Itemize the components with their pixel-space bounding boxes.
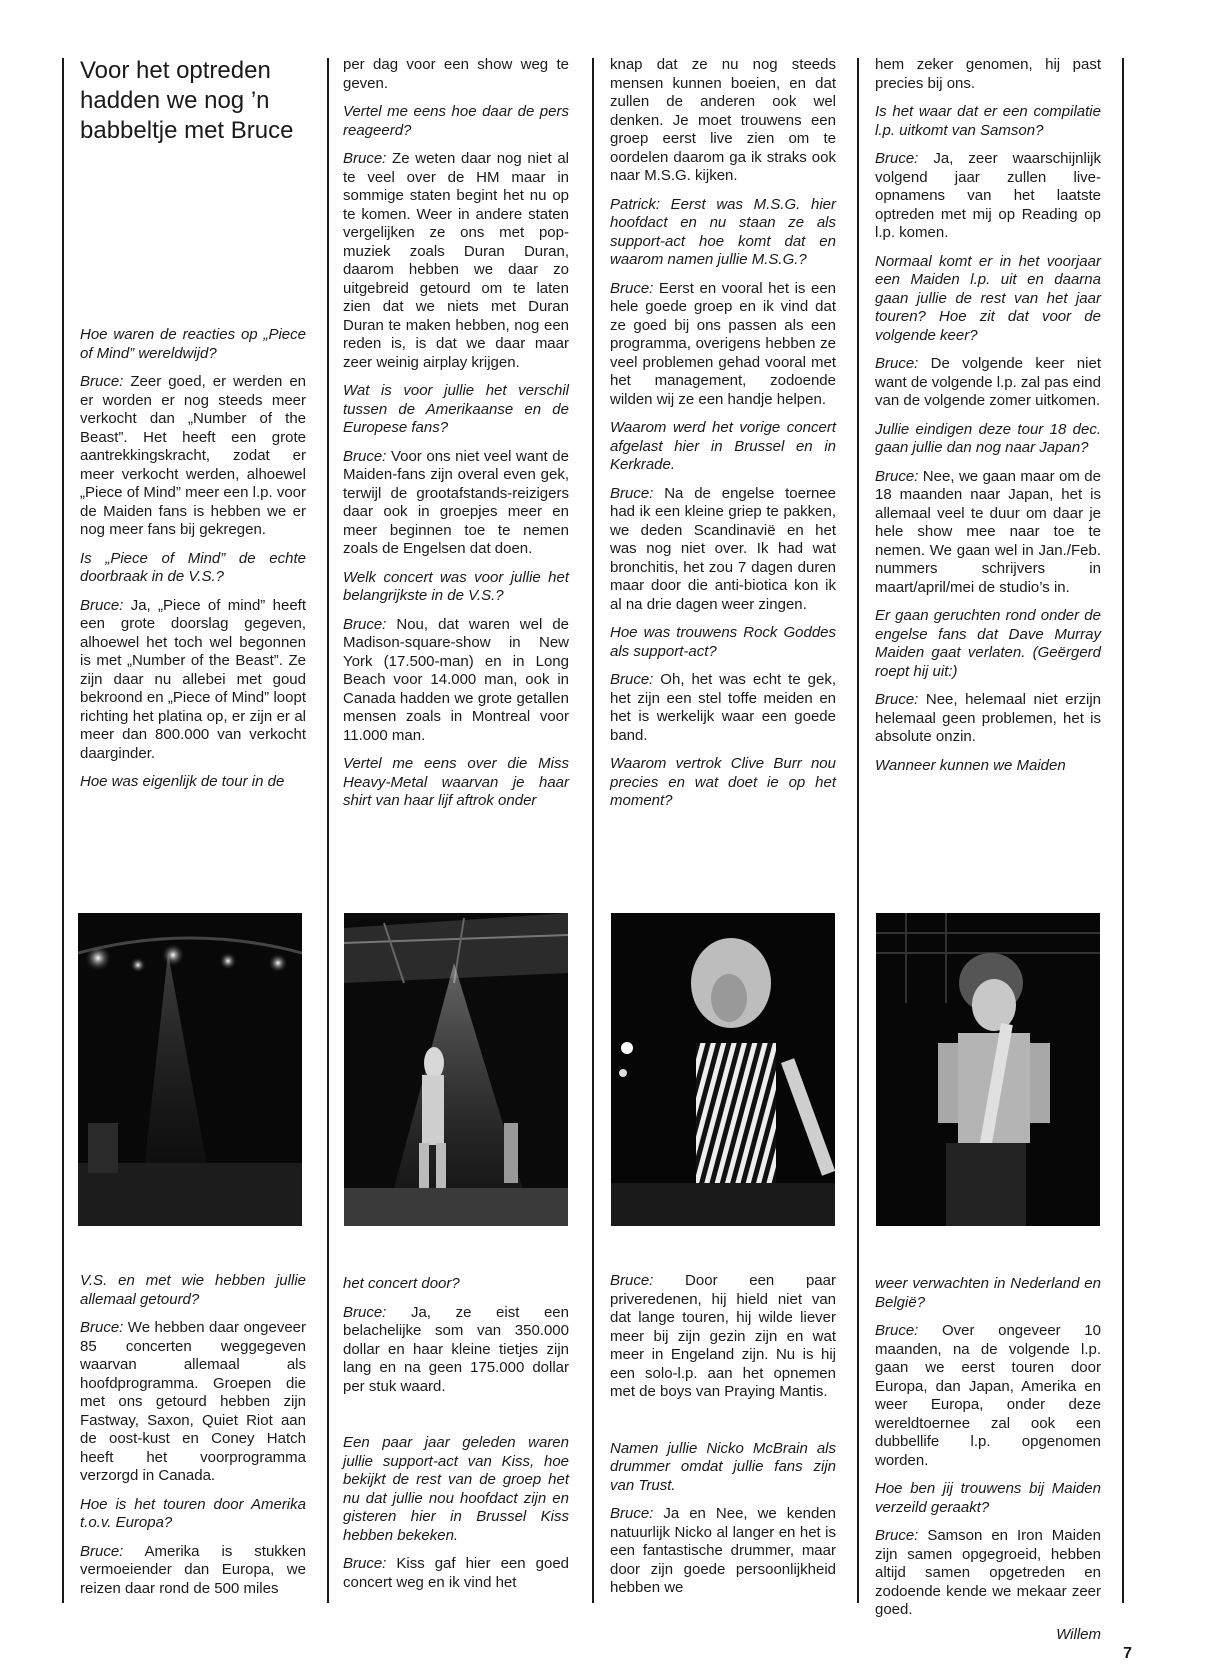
question-paragraph: Vertel me eens over die Miss Heavy-Metal waarvan je haar shirt van haar lijf aftrok onder bbox=[343, 755, 569, 809]
answer-text: Oh, het was echt te gek, het zijn een stel toffe meiden en het is werkelijk waar een goede band. bbox=[610, 671, 836, 744]
text-paragraph: per dag voor een show weg te geven. bbox=[343, 56, 569, 92]
question-paragraph: Wanneer kunnen we Maiden bbox=[875, 756, 1066, 774]
column-rule bbox=[62, 58, 64, 1603]
spacer bbox=[610, 1412, 836, 1430]
concert-photo-4 bbox=[876, 913, 1100, 1226]
answer-text: Nee, helemaal niet erzijn helemaal geen problemen, het is absolute onzin. bbox=[875, 691, 1101, 745]
concert-photo-3 bbox=[611, 913, 835, 1226]
article-column-3-top bbox=[610, 56, 836, 821]
article-column-2-bottom bbox=[343, 1275, 569, 1602]
answer-text: Ja, „Piece of mind” heeft een grote doorslag gegeven, alhoewel het toch wel begonnen is met „Number of the Beast”. Ze zijn daar nu allebei met goud bekroond en „Piece of Mind” loopt richting het platina op, er zijn er al meer dan 800.000 van verkocht daarginder. bbox=[80, 596, 306, 762]
answer-text: Ja, ze eist een belachelijke som van 350.000 dollar en haar kleine tietjes zijn lang en na geen 175.000 dollar per stuk waard. bbox=[343, 1303, 569, 1395]
answer-text: Nee, we gaan maar om de 18 maanden naar Japan, het is allemaal veel te duur om daar je hele show mee naar toe te nemen. We gaan wel in Jan./Feb. nummers schrijvers in maart/april/mei de studio’s in. bbox=[875, 467, 1101, 596]
question-paragraph: V.S. en met wie hebben jullie allemaal getourd? bbox=[80, 1272, 306, 1308]
answer-text: Ja, zeer waarschijnlijk volgend jaar zullen live-opnamens van het laatste optreden met mij op Reading op l.p. komen. bbox=[875, 150, 1101, 241]
speaker-label: Bruce: bbox=[610, 484, 654, 502]
headline: Voor het optreden hadden we nog ’n babbeltje met Bruce bbox=[80, 57, 294, 144]
question-paragraph: weer verwachten in Nederland en België? bbox=[875, 1275, 1101, 1311]
question-paragraph: Patrick: Eerst was M.S.G. hier hoofdact en nu staan ze als support-act hoe komt dat en waarom namen jullie M.S.G.? bbox=[610, 195, 836, 268]
question-paragraph: Vertel me eens hoe daar de pers reageerd? bbox=[343, 103, 569, 139]
answer-text: Kiss gaf hier een goed concert weg en ik vind het bbox=[343, 1555, 569, 1591]
question-paragraph: Hoe is het touren door Amerika t.o.v. Europa? bbox=[80, 1495, 306, 1531]
speaker-label: Bruce: bbox=[80, 1542, 124, 1560]
answer-text: Ja en Nee, we kenden natuurlijk Nicko al langer en het is een fantastische drummer, maar door zijn goede persoonlijkheid hebben we bbox=[610, 1505, 836, 1596]
column-body bbox=[875, 56, 1101, 775]
question-paragraph: Is „Piece of Mind” de echte doorbraak in de V.S.? bbox=[80, 549, 306, 585]
question-paragraph: het concert door? bbox=[343, 1275, 460, 1292]
concert-photo-1 bbox=[78, 913, 302, 1226]
column-body bbox=[875, 1275, 1101, 1620]
bassist-image bbox=[876, 913, 1100, 1226]
question-paragraph: Waarom vertrok Clive Burr nou precies en wat doet ie op het moment? bbox=[610, 755, 836, 809]
column-body bbox=[610, 1272, 836, 1598]
speaker-label: Bruce: bbox=[80, 596, 124, 614]
speaker-label: Bruce: bbox=[610, 671, 654, 688]
question-paragraph: Hoe was eigenlijk de tour in de bbox=[80, 773, 285, 790]
question-paragraph: Waarom werd het vorige concert afgelast hier in Brussel en in Kerkrade. bbox=[610, 419, 836, 473]
answer-text: Ze weten daar nog niet al te veel over de HM maar in sommige staten begint het nu op te komen. Weer in andere staten vergelijken ze ons met pop-muziek zoals Duran Duran, daarom hebben we daar zo uitgebreid getourd om te laten zien dat we niets met Duran Duran te maken hebben, nog een reden is, is dat we daar maar zeer weinig airplay krijgen. bbox=[343, 150, 569, 371]
text-paragraph: knap dat ze nu nog steeds mensen kunnen boeien, en dat zullen de anderen ook wel denken. Je moet trouwens een groep eerst live zien om te oordelen daarom ga ik straks ook naar M.S.G. kijken. bbox=[610, 56, 836, 184]
speaker-label: Bruce: bbox=[343, 1555, 387, 1572]
speaker-label: Bruce: bbox=[875, 467, 919, 485]
column-body bbox=[80, 326, 306, 792]
answer-paragraph bbox=[875, 691, 1101, 747]
answer-paragraph bbox=[343, 1555, 569, 1592]
article-column-1-bottom bbox=[80, 1272, 306, 1608]
question-paragraph: Normaal komt er in het voorjaar een Maiden l.p. uit en daarna gaan jullie de rest van het jaar touren? Hoe zit dat voor de volgende keer? bbox=[875, 252, 1101, 344]
column-rule bbox=[592, 58, 594, 1603]
speaker-label: Bruce: bbox=[343, 1303, 387, 1321]
question-paragraph: Een paar jaar geleden waren jullie support-act van Kiss, hoe bekijkt de rest van de groep het nu dat jullie nou hoofdact zijn en gisteren hier in Brussel Kiss hebben bekeken. bbox=[343, 1434, 569, 1544]
article-column-3-bottom bbox=[610, 1272, 836, 1608]
question-paragraph: Hoe waren de reacties op „Piece of Mind” wereldwijd? bbox=[80, 326, 306, 362]
answer-text: Door een paar priveredenen, hij hield niet van dat lange touren, hij wilde liever meer bij zijn gezin zijn en wat meer in Engeland zijn. Nu is hij een solo-l.p. aan het opnemen met de boys van Praying Mantis. bbox=[610, 1272, 836, 1400]
column-rule bbox=[1122, 58, 1124, 1603]
answer-text: Nou, dat waren wel de Madison-square-show in New York (17.500-man) en in Long Beach voor 14.000 man, ook in Canada hadden we grote getallen mensen zoals in Montreal voor 11.000 man. bbox=[343, 615, 569, 744]
answer-paragraph bbox=[875, 355, 1101, 411]
text-paragraph: hem zeker genomen, hij past precies bij ons. bbox=[875, 56, 1101, 92]
speaker-label: Bruce: bbox=[875, 150, 919, 167]
speaker-label: Bruce: bbox=[343, 150, 387, 167]
page-number: 7 bbox=[1123, 1645, 1132, 1662]
stage-lights-image bbox=[78, 913, 302, 1226]
speaker-label: Bruce: bbox=[80, 373, 124, 390]
column-body bbox=[343, 1275, 569, 1592]
answer-paragraph bbox=[610, 485, 836, 615]
speaker-label: Bruce: bbox=[875, 355, 919, 372]
column-rule bbox=[857, 58, 859, 1603]
answer-paragraph bbox=[343, 616, 569, 746]
question-paragraph: Wat is voor jullie het verschil tussen de Amerikaanse en de Europese fans? bbox=[343, 382, 569, 436]
spacer bbox=[343, 1406, 569, 1424]
article-column-1-top bbox=[80, 56, 306, 802]
answer-text: De volgende keer niet want de volgende l.p. zal pas eind van de volgende zomer uitkomen. bbox=[875, 355, 1101, 409]
question-paragraph: Hoe ben jij trouwens bij Maiden verzeild geraakt? bbox=[875, 1480, 1101, 1516]
answer-text: Amerika is stukken vermoeiender dan Europa, we reizen daar rond de 500 miles bbox=[80, 1542, 306, 1597]
question-paragraph: Jullie eindigen deze tour 18 dec. gaan jullie dan nog naar Japan? bbox=[875, 420, 1101, 456]
answer-paragraph bbox=[80, 1319, 306, 1486]
answer-paragraph bbox=[875, 1322, 1101, 1470]
article-column-4-top bbox=[875, 56, 1101, 785]
speaker-label: Bruce: bbox=[875, 691, 919, 708]
question-paragraph: Hoe was trouwens Rock Goddes als support-act? bbox=[610, 624, 836, 660]
answer-paragraph bbox=[80, 597, 306, 764]
article-column-2-top bbox=[343, 56, 569, 821]
answer-text: Na de engelse toernee had ik een kleine griep te pakken, we deden Scandinavië en het was nog niet over. Ik had wat bronchitis, het zou 7 dagen duren maar door die anti-biotica kon ik al na drie dagen weer zingen. bbox=[610, 484, 836, 613]
speaker-label: Bruce: bbox=[610, 1505, 654, 1522]
speaker-label: Bruce: bbox=[80, 1319, 124, 1336]
answer-paragraph bbox=[343, 150, 569, 372]
speaker-label: Bruce: bbox=[610, 279, 654, 297]
speaker-label: Bruce: bbox=[343, 615, 387, 633]
answer-text: Eerst en vooral het is een hele goede groep en ik vind dat ze goed bij ons passen als een programma, overigens hebben ze veel problemen gehad vooral met het management, zodoende wilden wij ze een handje helpen. bbox=[610, 279, 836, 408]
answer-text: Over ongeveer 10 maanden, na de volgende l.p. gaan we eerst touren door Europa, dan Japan, Amerika en weer Europa, onder deze wereldtoernee zal ook een dubbellife l.p. opgenomen worden. bbox=[875, 1322, 1101, 1469]
speaker-label: Bruce: bbox=[875, 1322, 919, 1339]
question-paragraph: Er gaan geruchten rond onder de engelse fans dat Dave Murray Maiden gaat verlaten. (Geërgerd roept hij uit:) bbox=[875, 607, 1101, 680]
article-column-4-bottom bbox=[875, 1275, 1101, 1654]
guitarist-image bbox=[611, 913, 835, 1226]
speaker-label: Bruce: bbox=[343, 447, 387, 465]
question-paragraph: Namen jullie Nicko McBrain als drummer omdat jullie fans zijn van Trust. bbox=[610, 1439, 836, 1494]
speaker-label: Bruce: bbox=[610, 1272, 654, 1289]
speaker-label: Bruce: bbox=[875, 1527, 919, 1544]
column-body bbox=[610, 56, 836, 811]
column-rule bbox=[327, 58, 329, 1603]
answer-paragraph bbox=[80, 373, 306, 540]
question-paragraph: Is het waar dat er een compilatie l.p. uitkomt van Samson? bbox=[875, 103, 1101, 139]
answer-paragraph bbox=[343, 448, 569, 559]
answer-paragraph bbox=[343, 1304, 569, 1397]
concert-photo-2 bbox=[344, 913, 568, 1226]
answer-paragraph bbox=[610, 280, 836, 410]
author-signature: Willem bbox=[1056, 1625, 1101, 1643]
stage-performance-image bbox=[344, 913, 568, 1226]
column-body bbox=[343, 56, 569, 811]
question-paragraph: Welk concert was voor jullie het belangrijkste in de V.S.? bbox=[343, 568, 569, 604]
answer-paragraph bbox=[610, 671, 836, 745]
answer-text: Zeer goed, er werden en er worden er nog steeds meer verkocht dan „Number of the Beast”. Het heeft een grote aantrekkingskracht, zodat er meer verkocht werden, alhoewel „Piece of Mind” meer een l.p. voor de Maiden fans is hebben we er nog meer fans bij gekregen. bbox=[80, 373, 306, 538]
answer-text: Voor ons niet veel want de Maiden-fans zijn overal even gek, terwijl de grootafstands-reizigers daar ook in groepjes meer en meer beginnen toe te nemen zoals de Engelsen dat doen. bbox=[343, 447, 569, 557]
answer-paragraph bbox=[610, 1272, 836, 1402]
answer-paragraph bbox=[80, 1543, 306, 1599]
answer-paragraph bbox=[610, 1505, 836, 1598]
answer-text: Samson en Iron Maiden zijn samen opgegroeid, hebben altijd samen opgetreden en zodoende kende we mekaar zeer goed. bbox=[875, 1527, 1101, 1618]
answer-text: We hebben daar ongeveer 85 concerten weggegeven waarvan allemaal als hoofdprogramma. Groepen die met ons getourd hebben zijn Fastway, Saxon, Quiet Riot aan de oost-kust en Coney Hatch heeft het voorprogramma verzorgd in Canada. bbox=[80, 1319, 306, 1484]
column-body bbox=[80, 1272, 306, 1598]
answer-paragraph bbox=[875, 468, 1101, 598]
answer-paragraph bbox=[875, 150, 1101, 243]
answer-paragraph bbox=[875, 1527, 1101, 1620]
